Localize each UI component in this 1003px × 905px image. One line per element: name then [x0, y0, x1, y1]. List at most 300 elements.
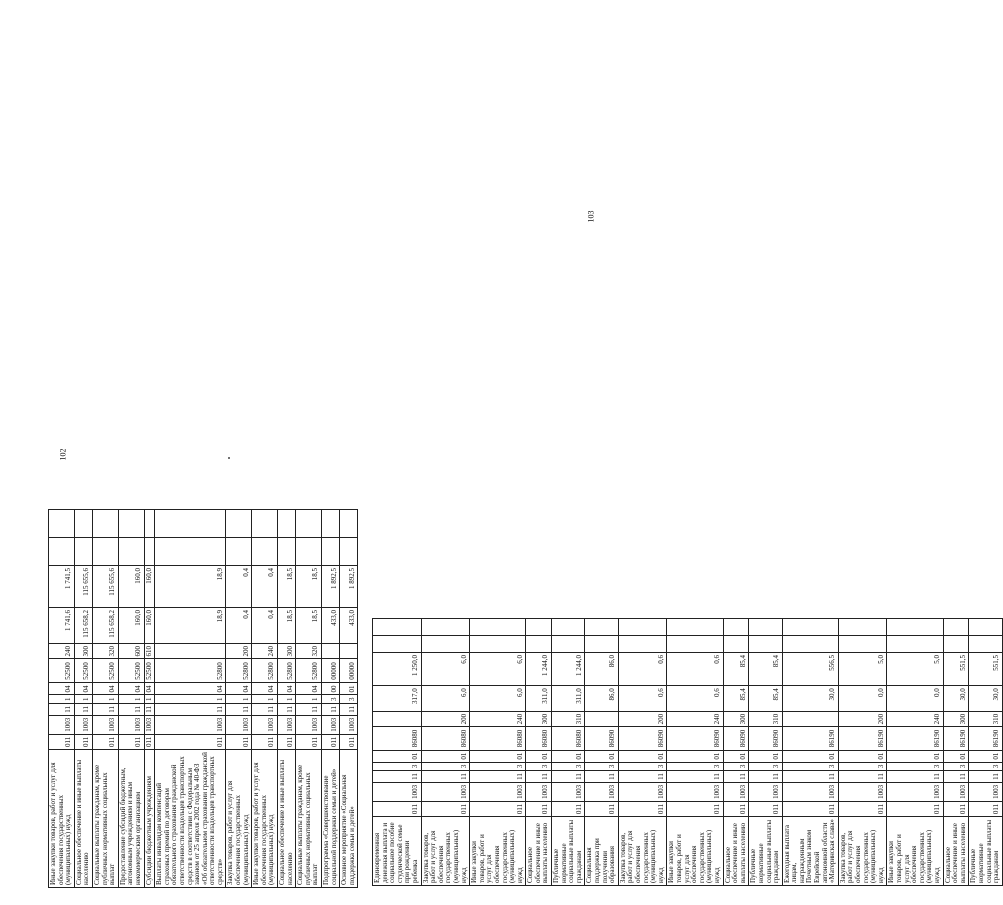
code-direction: 52500: [92, 659, 118, 683]
code-subprogram: 1: [92, 695, 118, 704]
code-expense-type: 200: [618, 711, 667, 727]
value-amount: 433,0: [322, 608, 340, 644]
empty-cell: [667, 636, 723, 653]
value-total: 115 655,6: [92, 566, 118, 608]
value-total: 5,0: [887, 652, 943, 685]
code-subprogram: 3: [373, 762, 422, 771]
code-program: 11: [749, 771, 782, 783]
code-ministry: 011: [969, 801, 1002, 816]
code-section: 1003: [618, 782, 667, 801]
code-direction: 52800: [278, 659, 296, 683]
code-direction: 86190: [838, 727, 887, 750]
row-name: Публичные нормативные социальные выплаты гражданам: [749, 817, 782, 886]
table-row: [943, 619, 969, 886]
code-direction: 52800: [155, 659, 226, 683]
value-total: 0,6: [618, 652, 667, 685]
value-total: 85,4: [749, 652, 782, 685]
empty-cell: [585, 636, 618, 653]
code-ministry: 011: [585, 801, 618, 816]
code-program: 11: [74, 704, 92, 716]
code-event: 04: [92, 683, 118, 695]
value-total: 86,0: [585, 652, 618, 685]
row-name: Социальное обеспечение и иные выплаты населению: [278, 750, 296, 888]
code-event: 01: [887, 750, 943, 762]
code-section: 1003: [340, 715, 358, 734]
code-direction: 00000: [322, 659, 340, 683]
code-direction: 52500: [144, 659, 155, 683]
code-ministry: 011: [155, 734, 226, 749]
value-amount: 86,0: [585, 686, 618, 712]
table-row: [749, 619, 782, 886]
table-row: [155, 510, 226, 888]
code-section: 1003: [749, 782, 782, 801]
code-subprogram: 1: [118, 695, 144, 704]
code-ministry: 011: [782, 801, 838, 816]
code-ministry: 011: [49, 734, 75, 749]
empty-cell: [226, 510, 252, 538]
code-section: 1003: [296, 715, 322, 734]
code-direction: 86080: [470, 727, 526, 750]
code-event: 01: [552, 750, 585, 762]
code-direction: 86190: [969, 727, 1002, 750]
code-section: 1003: [887, 782, 943, 801]
code-ministry: 011: [144, 734, 155, 749]
value-total: 1 244,0: [552, 652, 585, 685]
empty-cell: [782, 636, 838, 653]
table-row: [144, 510, 155, 888]
row-name: Выплаты инвалидам компенсаций страховых премий по договорам обязательного страхования гражданской ответственности владельцев транспортных средств в соответствии с Федеральным законом от 25 апреля 2002 года № 40-ФЗ «Об обязательном страховании гражданской ответственности владельцев транспортных средств»: [155, 750, 226, 888]
value-total: 160,0: [118, 566, 144, 608]
empty-cell: [118, 510, 144, 538]
empty-cell: [667, 619, 723, 636]
row-name: Социальные выплаты гражданам, кроме публичных нормативных социальных выплат: [296, 750, 322, 888]
code-program: 11: [340, 704, 358, 716]
code-program: 11: [887, 771, 943, 783]
empty-cell: [526, 619, 552, 636]
row-name: Иные закупки товаров, работ и услуг для обеспечения государственных (муниципальных) нужд: [667, 817, 723, 886]
row-name: Закупка товаров, работ и услуг для обеспечения государственных (муниципальных) нужд: [618, 817, 667, 886]
value-total: 556,5: [782, 652, 838, 685]
code-direction: 86190: [887, 727, 943, 750]
code-ministry: 011: [118, 734, 144, 749]
code-section: 1003: [144, 715, 155, 734]
value-amount: 18,5: [296, 608, 322, 644]
code-section: 1003: [322, 715, 340, 734]
code-program: 11: [552, 771, 585, 783]
code-section: 1003: [667, 782, 723, 801]
code-section: 1003: [118, 715, 144, 734]
code-program: 11: [296, 704, 322, 716]
empty-cell: [470, 636, 526, 653]
value-total: 18,5: [278, 566, 296, 608]
code-program: 11: [252, 704, 278, 716]
code-event: 01: [618, 750, 667, 762]
code-direction: 52800: [252, 659, 278, 683]
code-event: 04: [278, 683, 296, 695]
empty-cell: [421, 636, 470, 653]
code-section: 1003: [723, 782, 749, 801]
code-ministry: 011: [322, 734, 340, 749]
code-ministry: 011: [421, 801, 470, 816]
code-event: 04: [74, 683, 92, 695]
empty-cell: [49, 538, 75, 566]
code-expense-type: 310: [749, 711, 782, 727]
code-program: 11: [618, 771, 667, 783]
row-name: Социальные выплаты гражданам, кроме публичных нормативных социальных выплат: [92, 750, 118, 888]
value-total: 1 741,5: [49, 566, 75, 608]
code-event: 04: [226, 683, 252, 695]
speck-mark: [228, 457, 230, 459]
empty-cell: [943, 619, 969, 636]
budget-table-right: [372, 618, 1003, 886]
empty-cell: [749, 636, 782, 653]
code-program: 11: [526, 771, 552, 783]
table-row: [552, 619, 585, 886]
code-event: 01: [969, 750, 1002, 762]
code-subprogram: 1: [74, 695, 92, 704]
code-section: 1003: [74, 715, 92, 734]
value-total: 1 250,0: [373, 652, 422, 685]
value-amount: 0,4: [252, 608, 278, 644]
code-event: 01: [838, 750, 887, 762]
value-total: 6,0: [470, 652, 526, 685]
value-total: 85,4: [723, 652, 749, 685]
budget-table: [372, 618, 1003, 886]
code-program: 11: [49, 704, 75, 716]
empty-cell: [340, 538, 358, 566]
empty-cell: [252, 510, 278, 538]
table-row: [92, 510, 118, 888]
value-total: 115 655,6: [74, 566, 92, 608]
code-expense-type: 600: [118, 644, 144, 660]
code-direction: 52800: [226, 659, 252, 683]
code-event: 01: [723, 750, 749, 762]
code-expense-type: [155, 644, 226, 660]
empty-cell: [838, 619, 887, 636]
code-section: 1003: [226, 715, 252, 734]
code-event: 01: [470, 750, 526, 762]
row-name: Социальное обеспечение и иные выплаты населению: [526, 817, 552, 886]
code-event: 01: [526, 750, 552, 762]
table-row: [667, 619, 723, 886]
code-section: 1003: [552, 782, 585, 801]
code-event: 01: [782, 750, 838, 762]
row-name: Иные закупки товаров, работ и услуг для обеспечения государственных (муниципальных) нужд: [252, 750, 278, 888]
code-ministry: 011: [92, 734, 118, 749]
empty-cell: [969, 619, 1002, 636]
code-direction: 00000: [340, 659, 358, 683]
code-subprogram: 1: [278, 695, 296, 704]
value-amount: 0,0: [887, 686, 943, 712]
table-row: [226, 510, 252, 888]
empty-cell: [526, 636, 552, 653]
empty-cell: [552, 636, 585, 653]
table-row: [118, 510, 144, 888]
row-name: Публичные нормативные социальные выплаты гражданам: [969, 817, 1002, 886]
value-amount: 1 741,6: [49, 608, 75, 644]
code-program: 11: [278, 704, 296, 716]
empty-cell: [278, 538, 296, 566]
code-program: 11: [470, 771, 526, 783]
code-section: 1003: [838, 782, 887, 801]
value-total: 1 244,0: [526, 652, 552, 685]
code-expense-type: 300: [526, 711, 552, 727]
code-direction: 86090: [585, 727, 618, 750]
empty-cell: [49, 510, 75, 538]
code-section: 1003: [470, 782, 526, 801]
value-amount: 0,6: [667, 686, 723, 712]
table-row: [723, 619, 749, 886]
code-ministry: 011: [723, 801, 749, 816]
code-program: 11: [723, 771, 749, 783]
code-program: 11: [943, 771, 969, 783]
code-section: 1003: [421, 782, 470, 801]
code-event: 01: [373, 750, 422, 762]
row-name: Социальная поддержка при получении образования: [585, 817, 618, 886]
code-event: 04: [49, 683, 75, 695]
code-section: 1003: [943, 782, 969, 801]
value-amount: 0,0: [838, 686, 887, 712]
code-direction: 86080: [373, 727, 422, 750]
code-expense-type: 610: [144, 644, 155, 660]
empty-cell: [470, 619, 526, 636]
code-event: 01: [421, 750, 470, 762]
table-row: [526, 619, 552, 886]
code-section: 1003: [155, 715, 226, 734]
code-subprogram: 3: [887, 762, 943, 771]
code-ministry: 011: [252, 734, 278, 749]
value-total: 1 892,5: [322, 566, 340, 608]
code-direction: 52500: [74, 659, 92, 683]
value-amount: 160,0: [118, 608, 144, 644]
table-row: [49, 510, 75, 888]
code-subprogram: 3: [969, 762, 1002, 771]
table-row: [74, 510, 92, 888]
code-subprogram: 3: [667, 762, 723, 771]
value-total: 551,5: [969, 652, 1002, 685]
code-expense-type: 240: [470, 711, 526, 727]
code-ministry: 011: [667, 801, 723, 816]
code-subprogram: 3: [838, 762, 887, 771]
empty-cell: [118, 538, 144, 566]
code-direction: 86090: [749, 727, 782, 750]
row-name: Закупка товаров, работ и услуг для обеспечения государственных (муниципальных) нужд: [421, 817, 470, 886]
code-program: 11: [373, 771, 422, 783]
row-name: Иные закупки товаров, работ и услуг для обеспечения государственных (муниципальных) нужд: [470, 817, 526, 886]
code-expense-type: [322, 644, 340, 660]
empty-cell: [943, 636, 969, 653]
empty-cell: [252, 538, 278, 566]
code-expense-type: 240: [887, 711, 943, 727]
code-section: 1003: [969, 782, 1002, 801]
value-total: 0,6: [667, 652, 723, 685]
empty-cell: [322, 510, 340, 538]
code-subprogram: 3: [470, 762, 526, 771]
code-subprogram: 3: [943, 762, 969, 771]
empty-cell: [969, 636, 1002, 653]
value-amount: 115 658,2: [74, 608, 92, 644]
code-event: 00: [322, 683, 340, 695]
table-row: [278, 510, 296, 888]
code-event: 04: [252, 683, 278, 695]
empty-cell: [340, 510, 358, 538]
value-total: 5,0: [838, 652, 887, 685]
table-row: [618, 619, 667, 886]
code-event: 04: [144, 683, 155, 695]
page-number-left: 102: [58, 448, 68, 461]
code-subprogram: 3: [723, 762, 749, 771]
code-ministry: 011: [749, 801, 782, 816]
budget-table-left: [48, 509, 358, 888]
code-program: 11: [155, 704, 226, 716]
table-row: [373, 619, 422, 886]
code-subprogram: 3: [421, 762, 470, 771]
code-subprogram: 1: [49, 695, 75, 704]
code-subprogram: 3: [585, 762, 618, 771]
empty-cell: [296, 510, 322, 538]
code-ministry: 011: [838, 801, 887, 816]
table-row: [969, 619, 1002, 886]
code-expense-type: [373, 711, 422, 727]
code-expense-type: 310: [969, 711, 1002, 727]
code-program: 11: [969, 771, 1002, 783]
code-section: 1003: [373, 782, 422, 801]
row-name: Предоставление субсидий бюджетным, автономным учреждениям и иным некоммерческим организациям: [118, 750, 144, 888]
empty-cell: [322, 538, 340, 566]
code-direction: 86090: [618, 727, 667, 750]
code-expense-type: [782, 711, 838, 727]
code-expense-type: 320: [296, 644, 322, 660]
code-direction: 52500: [118, 659, 144, 683]
code-direction: 52500: [49, 659, 75, 683]
value-amount: 311,0: [526, 686, 552, 712]
value-total: 18,9: [155, 566, 226, 608]
table-row: [340, 510, 358, 888]
code-expense-type: 300: [943, 711, 969, 727]
empty-cell: [838, 636, 887, 653]
value-amount: 0,4: [226, 608, 252, 644]
empty-cell: [887, 636, 943, 653]
code-expense-type: 200: [421, 711, 470, 727]
value-total: 551,5: [943, 652, 969, 685]
code-ministry: 011: [526, 801, 552, 816]
code-subprogram: 1: [155, 695, 226, 704]
empty-cell: [226, 538, 252, 566]
code-program: 11: [782, 771, 838, 783]
table-row: [585, 619, 618, 886]
code-direction: 86090: [723, 727, 749, 750]
row-name: Единовременная денежная выплата и социальное пособие студенческой семье при рождении ребенка: [373, 817, 422, 886]
value-amount: 85,4: [749, 686, 782, 712]
code-direction: 86080: [526, 727, 552, 750]
empty-cell: [749, 619, 782, 636]
code-event: 01: [943, 750, 969, 762]
code-ministry: 011: [226, 734, 252, 749]
code-event: 01: [749, 750, 782, 762]
code-section: 1003: [278, 715, 296, 734]
value-amount: 311,0: [552, 686, 585, 712]
code-ministry: 011: [470, 801, 526, 816]
empty-cell: [618, 619, 667, 636]
value-amount: 18,5: [278, 608, 296, 644]
value-amount: 30,0: [943, 686, 969, 712]
code-ministry: 011: [618, 801, 667, 816]
code-ministry: 011: [552, 801, 585, 816]
code-direction: 86090: [667, 727, 723, 750]
value-total: 6,0: [421, 652, 470, 685]
empty-cell: [92, 538, 118, 566]
page-number-right: 103: [586, 210, 596, 223]
row-name: Ежегодная выплата лицам, награжденным Почетным знаком Еврейской автономной области «Материнская слава»: [782, 817, 838, 886]
code-subprogram: 3: [322, 695, 340, 704]
code-ministry: 011: [278, 734, 296, 749]
table-row: [838, 619, 887, 886]
empty-cell: [618, 636, 667, 653]
row-name: Закупка товаров, работ и услуг для обеспечения государственных (муниципальных) нужд: [838, 817, 887, 886]
table-row: [322, 510, 340, 888]
value-amount: 30,0: [969, 686, 1002, 712]
code-program: 11: [92, 704, 118, 716]
value-amount: 433,0: [340, 608, 358, 644]
empty-cell: [74, 538, 92, 566]
code-ministry: 011: [943, 801, 969, 816]
code-subprogram: 3: [618, 762, 667, 771]
code-expense-type: 240: [667, 711, 723, 727]
code-subprogram: 3: [340, 695, 358, 704]
empty-cell: [155, 538, 226, 566]
value-amount: 6,0: [421, 686, 470, 712]
code-subprogram: 1: [144, 695, 155, 704]
code-program: 11: [838, 771, 887, 783]
code-ministry: 011: [340, 734, 358, 749]
value-amount: 85,4: [723, 686, 749, 712]
empty-cell: [585, 619, 618, 636]
empty-cell: [144, 538, 155, 566]
code-program: 11: [667, 771, 723, 783]
empty-cell: [782, 619, 838, 636]
table-row: [887, 619, 943, 886]
code-expense-type: 310: [552, 711, 585, 727]
code-expense-type: 240: [252, 644, 278, 660]
code-subprogram: 1: [296, 695, 322, 704]
code-section: 1003: [782, 782, 838, 801]
value-amount: 317,0: [373, 686, 422, 712]
value-total: 0,4: [252, 566, 278, 608]
budget-table: [48, 509, 358, 888]
code-program: 11: [118, 704, 144, 716]
row-name: Основное мероприятие «Социальная поддержка семьи и детей»: [340, 750, 358, 888]
row-name: Социальное обеспечение и иные выплаты населению: [943, 817, 969, 886]
code-expense-type: 320: [92, 644, 118, 660]
code-expense-type: 300: [278, 644, 296, 660]
code-direction: 86080: [552, 727, 585, 750]
code-subprogram: 1: [252, 695, 278, 704]
code-section: 1003: [526, 782, 552, 801]
row-name: Иные закупки товаров, работ и услуг для обеспечения государственных (муниципальных) нужд: [887, 817, 943, 886]
code-event: 04: [155, 683, 226, 695]
table-row: [421, 619, 470, 886]
empty-cell: [723, 619, 749, 636]
row-name: Иные закупки товаров, работ и услуг для обеспечения государственных (муниципальных) нужд: [49, 750, 75, 888]
value-amount: 6,0: [470, 686, 526, 712]
code-program: 11: [421, 771, 470, 783]
table-row: [252, 510, 278, 888]
code-expense-type: 300: [723, 711, 749, 727]
code-event: 04: [296, 683, 322, 695]
empty-cell: [373, 619, 422, 636]
empty-cell: [144, 510, 155, 538]
empty-cell: [296, 538, 322, 566]
